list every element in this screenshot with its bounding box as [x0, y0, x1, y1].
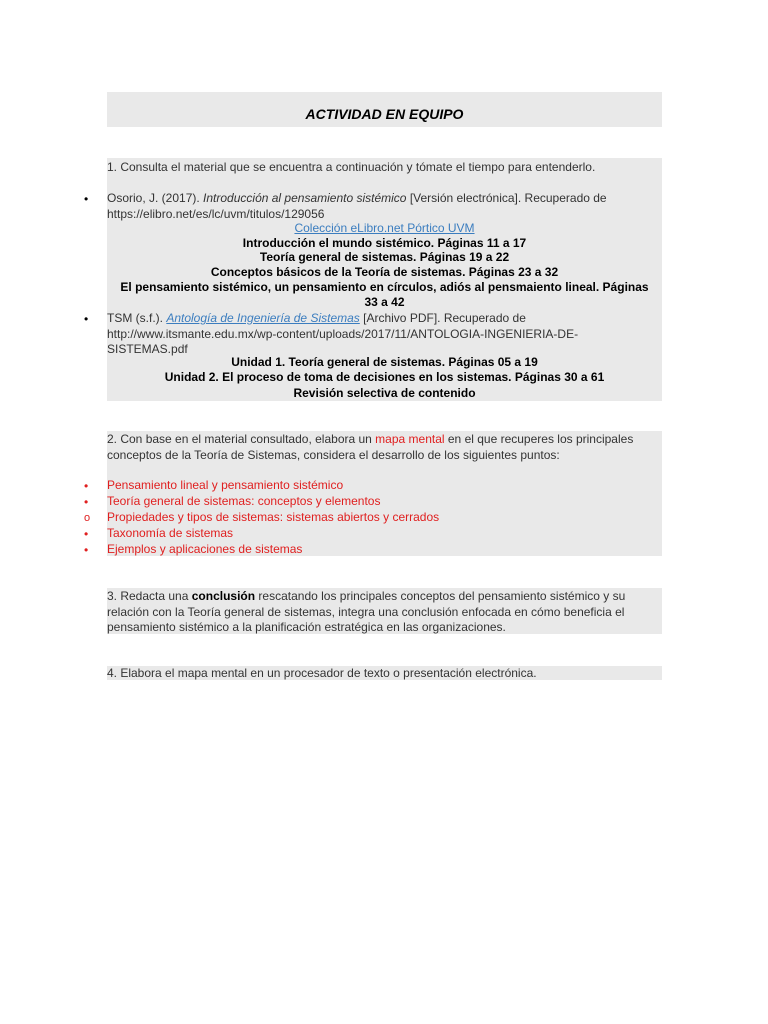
ref2-rest: [Archivo PDF]. Recuperado de — [359, 311, 526, 325]
reference-tsm — [107, 311, 662, 358]
ref1-author: Osorio, J. (2017). — [107, 191, 204, 205]
elibro-link[interactable]: Colección eLibro.net Pórtico UVM — [294, 221, 475, 235]
topic-bullet-2: • — [84, 495, 89, 509]
topic-bullet-3: o — [84, 512, 91, 524]
ref2-reading-2: Unidad 2. El proceso de toma de decisiones en los sistemas. Páginas 30 a 61 — [164, 370, 605, 384]
ref1-reading-5: 33 a 42 — [364, 295, 405, 309]
ref1-reading-4: El pensamiento sistémico, un pensamiento en círculos, adiós al pensmaiento lineal. Páginas — [120, 280, 649, 294]
ref1-bullet: • — [84, 192, 89, 206]
step4-text: 4. Elabora el mapa mental en un procesador de texto o presentación electrónica. — [107, 666, 537, 680]
step3-bold: conclusión — [191, 589, 256, 603]
ref1-reading-2: Teoría general de sistemas. Páginas 19 a 22 — [259, 250, 510, 264]
step2-text — [107, 432, 662, 463]
topic-bullet-5: • — [84, 543, 89, 557]
topic-bullet-4: • — [84, 527, 89, 541]
step3-line2: relación con la Teoría general de sistemas, integra una conclusión enfocada en cómo beneficia el — [107, 604, 625, 619]
ref2-reading-3: Revisión selectiva de contenido — [293, 386, 476, 400]
ref1-work: Introducción al pensamiento sistémico — [203, 191, 407, 205]
step3-before: 3. Redacta una — [107, 589, 192, 603]
step2-before: 2. Con base en el material consultado, elabora un — [107, 432, 376, 446]
reference-osorio — [107, 191, 662, 222]
page-title: ACTIVIDAD EN EQUIPO — [305, 106, 464, 122]
topic-1: Pensamiento lineal y pensamiento sistémico — [107, 478, 344, 492]
topic-3: Propiedades y tipos de sistemas: sistemas abiertos y cerrados — [107, 510, 440, 524]
ref2-bullet: • — [84, 312, 89, 326]
ref1-url: https://elibro.net/es/lc/uvm/titulos/129056 — [107, 206, 325, 221]
step3-text — [107, 589, 662, 636]
antologia-link[interactable]: Antología de Ingeniería de Sistemas — [166, 311, 360, 325]
ref1-link-row — [107, 221, 662, 237]
step2-after: en el que recuperes los principales — [444, 432, 634, 446]
ref2-url-line2: SISTEMAS.pdf — [107, 342, 188, 356]
topic-4: Taxonomía de sistemas — [107, 526, 234, 540]
ref2-url-line1: http://www.itsmante.edu.mx/wp-content/uploads/2017/11/ANTOLOGIA-INGENIERIA-DE- — [107, 326, 579, 341]
ref1-reading-1: Introducción el mundo sistémico. Páginas 11 a 17 — [242, 236, 527, 250]
step3-after: rescatando los principales conceptos del pensamiento sistémico y su — [255, 589, 626, 603]
topic-5: Ejemplos y aplicaciones de sistemas — [107, 542, 303, 556]
step2-highlight: mapa mental — [375, 432, 445, 446]
ref2-reading-1: Unidad 1. Teoría general de sistemas. Páginas 05 a 19 — [231, 355, 538, 369]
topic-bullet-1: • — [84, 479, 89, 493]
ref1-reading-3: Conceptos básicos de la Teoría de sistemas. Páginas 23 a 32 — [210, 265, 559, 279]
step2-line2: conceptos de la Teoría de Sistemas, considera el desarrollo de los siguientes puntos: — [107, 447, 560, 462]
ref2-author: TSM (s.f.). — [107, 311, 167, 325]
ref1-rest: [Versión electrónica]. Recuperado de — [406, 191, 607, 205]
topic-2: Teoría general de sistemas: conceptos y elementos — [107, 494, 381, 508]
step3-line3: pensamiento sistémico a la planificación estratégica en las organizaciones. — [107, 620, 506, 634]
step1-text: 1. Consulta el material que se encuentra a continuación y tómate el tiempo para entenderlo. — [107, 160, 596, 174]
